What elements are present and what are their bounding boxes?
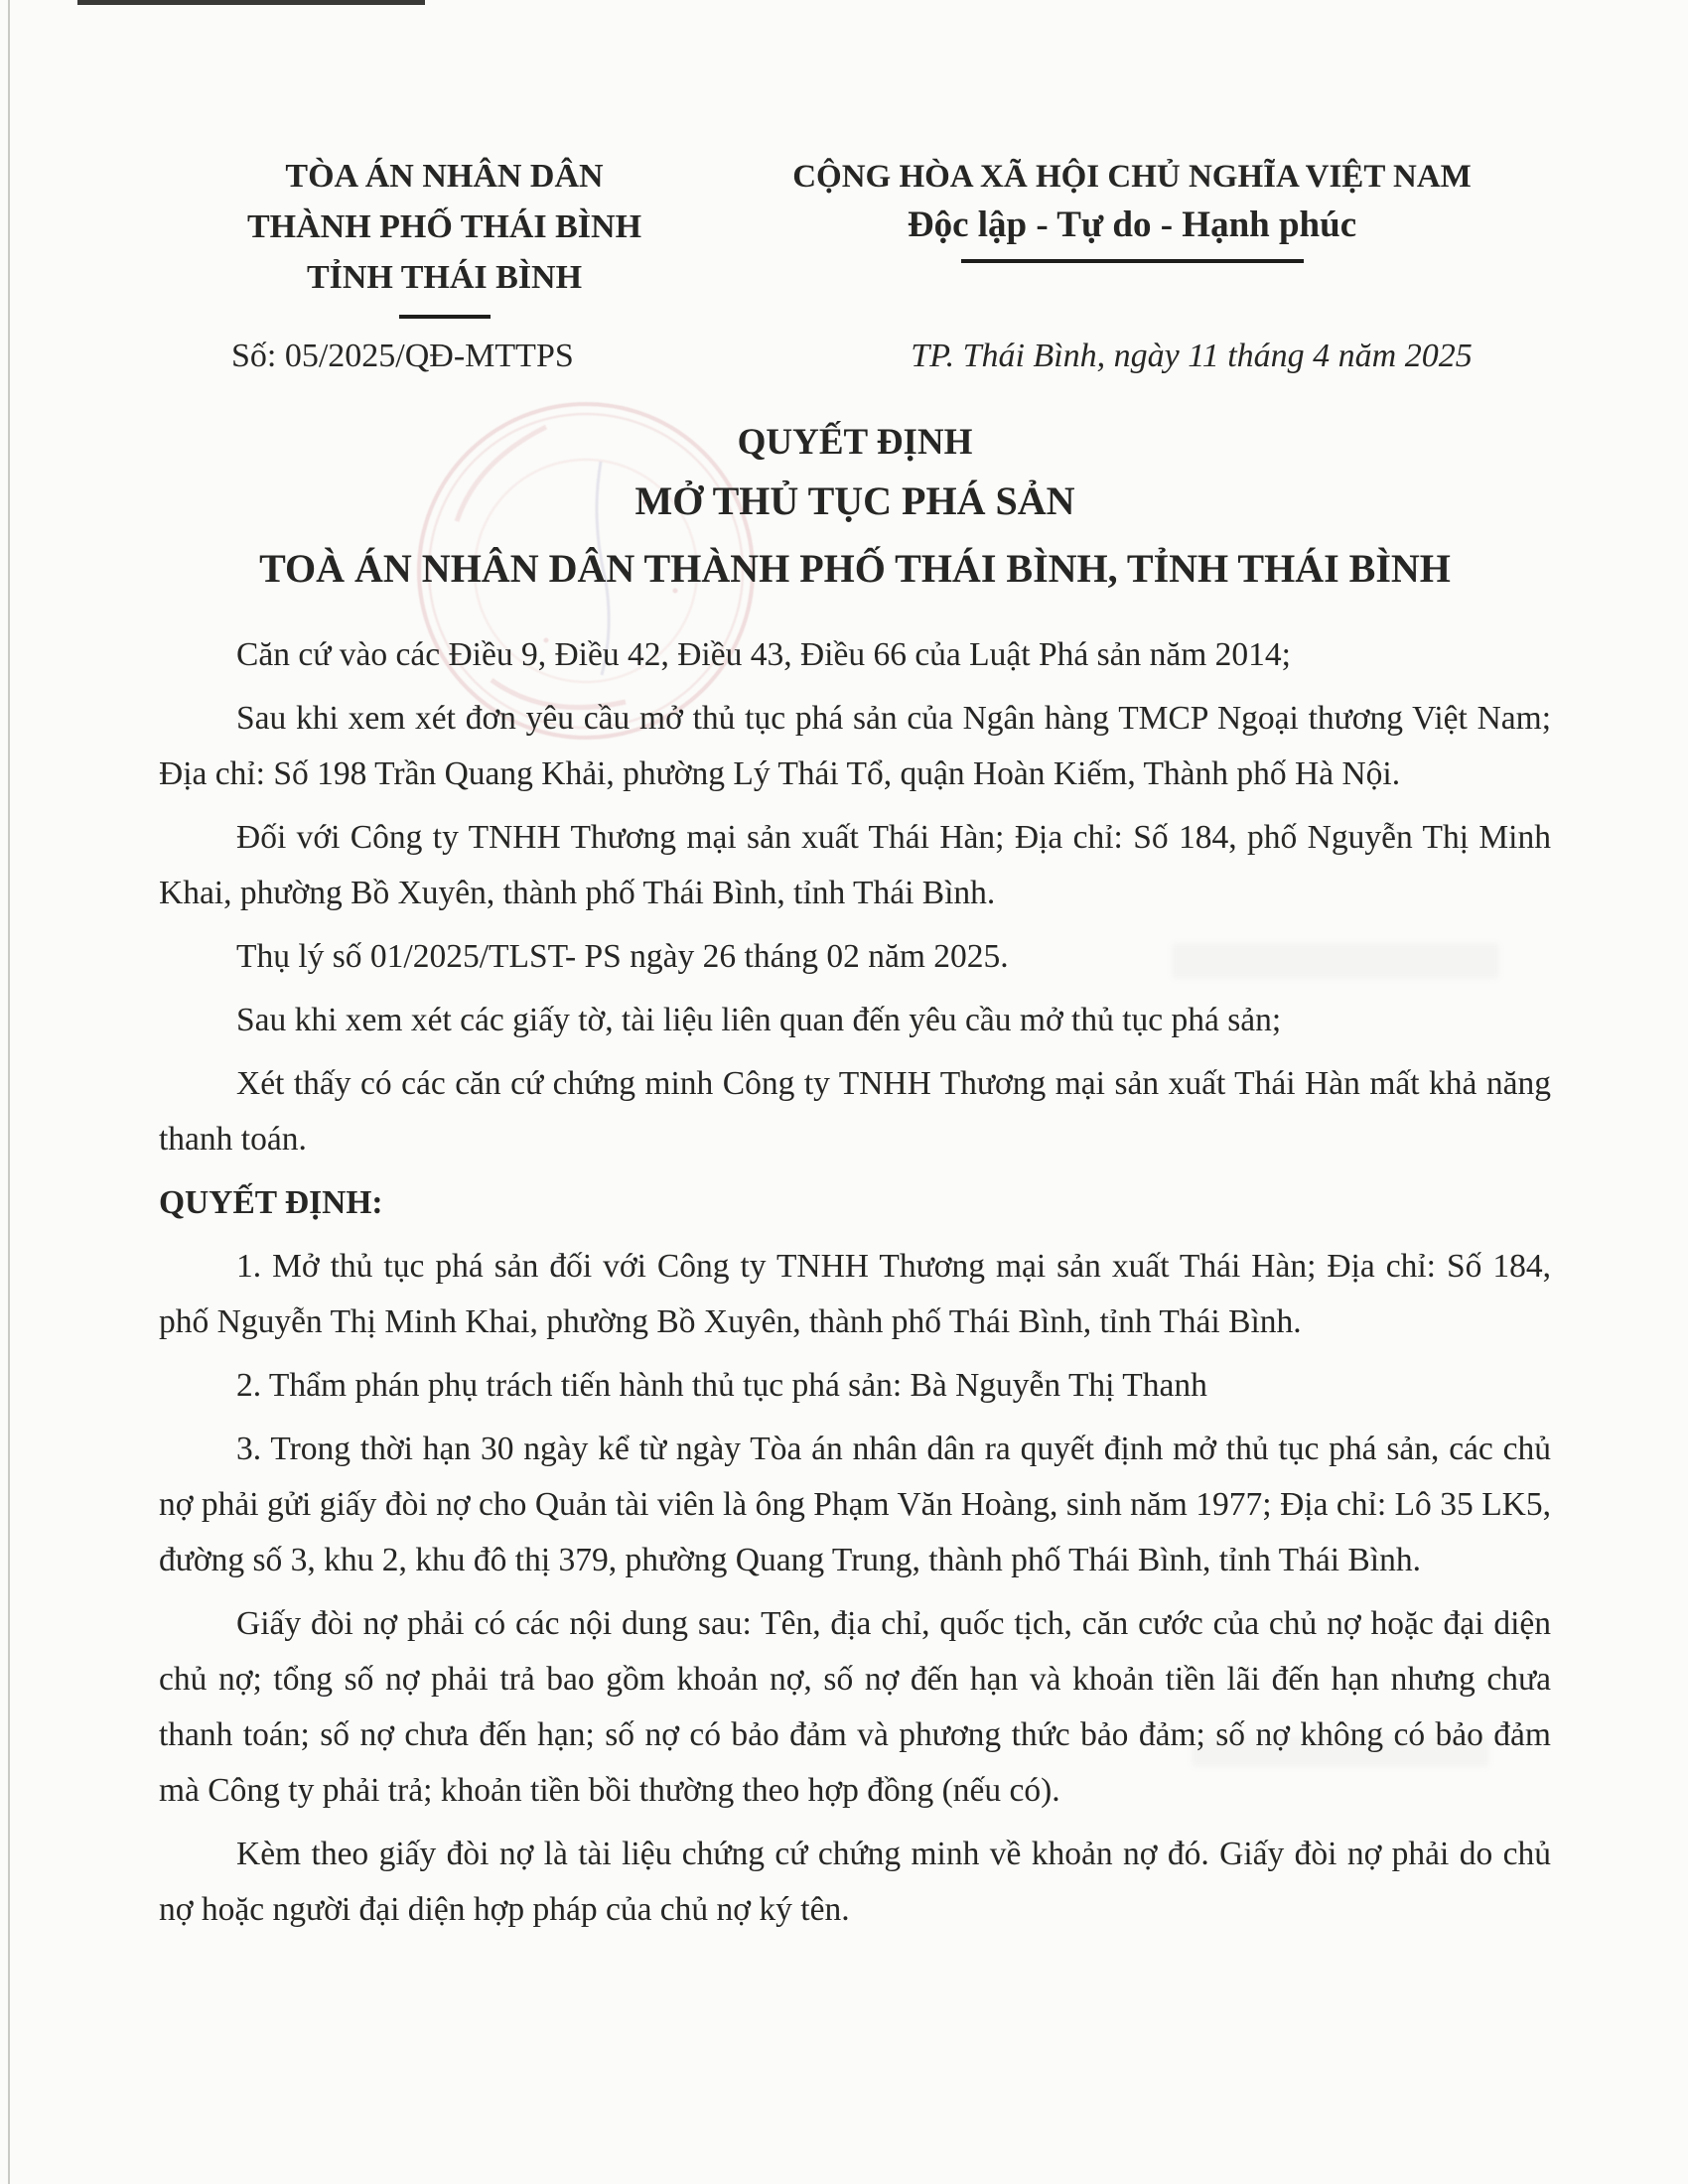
header-rule-left	[399, 315, 491, 319]
decision-paragraph: 1. Mở thủ tục phá sản đối với Công ty TNHH Thương mại sản xuất Thái Hàn; Địa chỉ: Số 184, phố Nguyễn Thị Minh Khai, phường Bồ Xuyên, thành phố Thái Bình, tỉnh Thái Bình.	[159, 1248, 1551, 1340]
decision-paragraph: Kèm theo giấy đòi nợ là tài liệu chứng cứ chứng minh về khoản nợ đó. Giấy đòi nợ phải do chủ nợ hoặc người đại diện hợp pháp của chủ nợ ký tên.	[159, 1836, 1551, 1928]
court-name-line2: THÀNH PHỐ THÁI BÌNH	[246, 208, 642, 245]
decision-paragraph: 3. Trong thời hạn 30 ngày kể từ ngày Tòa án nhân dân ra quyết định mở thủ tục phá sản, các chủ nợ phải gửi giấy đòi nợ cho Quản tài viên là ông Phạm Văn Hoàng, sinh năm 1977; Địa chỉ: Lô 35 LK5, đường số 3, khu 2, khu đô thị 379, phường Quang Trung, thành phố Thái Bình, tỉnh Thái Bình.	[159, 1431, 1551, 1578]
header-rule-right	[961, 259, 1304, 263]
preamble-paragraph: Sau khi xem xét đơn yêu cầu mở thủ tục phá sản của Ngân hàng TMCP Ngoại thương Việt Nam; Địa chỉ: Số 198 Trần Quang Khải, phường Lý Thái Tổ, quận Hoàn Kiếm, Thành phố Hà Nội.	[159, 700, 1551, 792]
title-decision: QUYẾT ĐỊNH	[737, 422, 973, 463]
title-court: TOÀ ÁN NHÂN DÂN THÀNH PHỐ THÁI BÌNH, TỈNH THÁI BÌNH	[259, 546, 1451, 591]
court-name-line3: TỈNH THÁI BÌNH	[306, 259, 583, 296]
court-name-line1: TÒA ÁN NHÂN DÂN	[285, 158, 604, 195]
title-subject: MỞ THỦ TỤC PHÁ SẢN	[634, 478, 1075, 523]
document-body	[159, 627, 1551, 1946]
scan-edge-artifact	[8, 0, 10, 2184]
decision-heading: QUYẾT ĐỊNH:	[159, 1184, 383, 1221]
issuing-court-header	[223, 151, 665, 319]
preamble-paragraph: Thụ lý số 01/2025/TLST- PS ngày 26 tháng 02 năm 2025.	[236, 938, 1009, 975]
national-motto-header	[765, 154, 1499, 263]
republic-name: CỘNG HÒA XÃ HỘI CHỦ NGHĨA VIỆT NAM	[792, 159, 1472, 195]
place-and-date-line: TP. Thái Bình, ngày 11 tháng 4 năm 2025	[911, 338, 1473, 374]
preamble-paragraph: Căn cứ vào các Điều 9, Điều 42, Điều 43, Điều 66 của Luật Phá sản năm 2014;	[236, 636, 1291, 673]
scan-edge-artifact	[77, 0, 425, 5]
preamble-paragraph: Xét thấy có các căn cứ chứng minh Công ty TNHH Thương mại sản xuất Thái Hàn mất khả năng thanh toán.	[159, 1065, 1551, 1158]
decision-paragraph: 2. Thẩm phán phụ trách tiến hành thủ tục phá sản: Bà Nguyễn Thị Thanh	[236, 1367, 1207, 1404]
document-number: Số: 05/2025/QĐ-MTTPS	[231, 338, 574, 374]
decision-paragraph: Giấy đòi nợ phải có các nội dung sau: Tên, địa chỉ, quốc tịch, căn cước của chủ nợ hoặc đại diện chủ nợ; tổng số nợ phải trả bao gồm khoản nợ, số nợ đến hạn và khoản tiền lãi đến hạn nhưng chưa thanh toán; số nợ chưa đến hạn; số nợ có bảo đảm và phương thức bảo đảm; số nợ không có bảo đảm mà Công ty phải trả; khoản tiền bồi thường theo hợp đồng (nếu có).	[159, 1605, 1551, 1809]
document-title-block	[159, 415, 1551, 604]
preamble-paragraph: Đối với Công ty TNHH Thương mại sản xuất Thái Hàn; Địa chỉ: Số 184, phố Nguyễn Thị Minh Khai, phường Bồ Xuyên, thành phố Thái Bình, tỉnh Thái Bình.	[159, 819, 1551, 911]
motto: Độc lập - Tự do - Hạnh phúc	[907, 205, 1357, 245]
preamble-paragraph: Sau khi xem xét các giấy tờ, tài liệu liên quan đến yêu cầu mở thủ tục phá sản;	[236, 1002, 1282, 1038]
